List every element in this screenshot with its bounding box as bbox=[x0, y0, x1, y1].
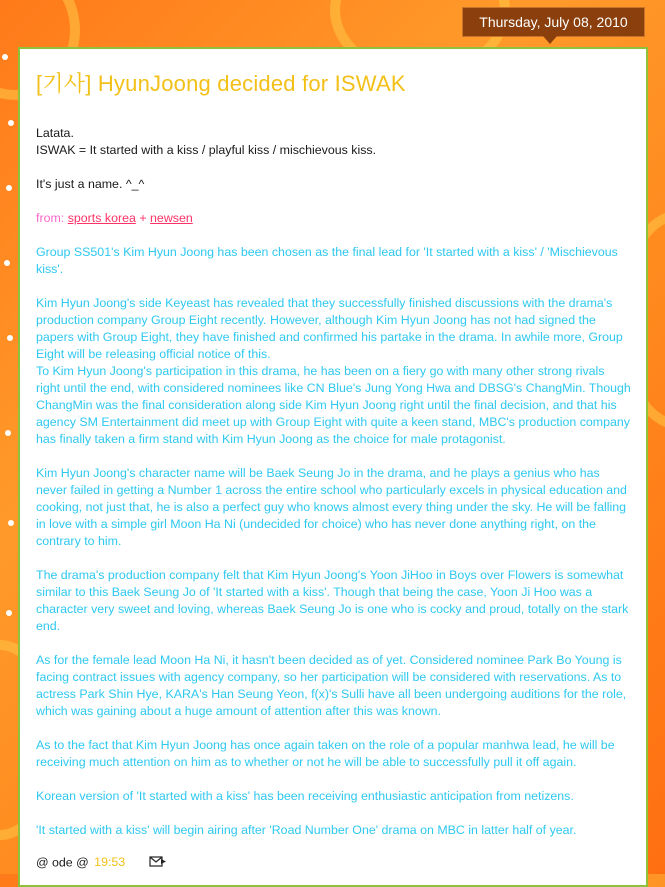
article-paragraph: As for the female lead Moon Ha Ni, it hasn't been decided as of yet. Considered nominee Park Bo Young is facing contract issues with agency company, so her participation will be considered with reservations. As to actress Park Shin Hye, KARA's Han Seung Yeon, f(x)'s Sulli have all been undergoing auditions for the role, which was gaining about a huge amount of attention after this was known. bbox=[36, 653, 627, 718]
source-line bbox=[36, 210, 631, 227]
post-author: @ ode @ bbox=[36, 855, 89, 870]
blog-post bbox=[18, 47, 648, 887]
post-title[interactable]: [기사] HyunJoong decided for ISWAK bbox=[36, 71, 406, 96]
background-dot bbox=[6, 185, 12, 191]
article-paragraph: Kim Hyun Joong's character name will be Baek Seung Jo in the drama, and he plays a genius who has never failed in getting a Number 1 across the entire school who particularly excels in physical education and cooking, not just that, he is also a perfect guy who knows almost every thing under the sky. He will be falling in love with a simple girl Moon Ha Ni (undecided for choice) who has never done anything right, on the contrary to him. bbox=[36, 466, 627, 548]
article-paragraph: Group SS501's Kim Hyun Joong has been chosen as the final lead for 'It started with a kiss' / 'Mischievous kiss'. bbox=[36, 245, 618, 276]
article-paragraph: The drama's production company felt that Kim Hyun Joong's Yoon JiHoo in Boys over Flowers is somewhat similar to this Baek Seung Jo of 'It started with a kiss'. Though that being the case, Yoon Ji Hoo was a character very sweet and loving, whereas Baek Seung Jo is one who is cocky and proud, totally on the stark end. bbox=[36, 568, 629, 633]
background-dot bbox=[5, 430, 11, 436]
post-timestamp-link[interactable]: 19:53 bbox=[94, 855, 126, 870]
article-paragraph: Korean version of 'It started with a kiss' has been receiving enthusiastic anticipation from netizens. bbox=[36, 789, 574, 803]
background-dot bbox=[4, 260, 10, 266]
article-paragraph: To Kim Hyun Joong's participation in this drama, he has been on a fiery go with many other strong rivals right until the end, with considered nominees like CN Blue's Jung Yong Hwa and DBSG's ChangMin. Though ChangMin was the final consideration along side Kim Hyun Joong right until the final decision, and that his agency SM Entertainment did meet up with Group Eight with quite a keen stand, MBC's production company has finally taken a firm stand with Kim Hyun Joong as the choice for male protagonist. bbox=[36, 364, 631, 446]
background-dot bbox=[8, 520, 14, 526]
intro-line: Latata. bbox=[36, 126, 74, 140]
post-footer bbox=[36, 855, 167, 871]
source-plus: + bbox=[139, 211, 147, 225]
date-header: Thursday, July 08, 2010 bbox=[462, 7, 645, 37]
background-dot bbox=[2, 54, 8, 60]
post-body bbox=[36, 125, 631, 839]
source-label: from: bbox=[36, 211, 65, 225]
background-dot bbox=[7, 335, 13, 341]
email-envelope-icon bbox=[149, 855, 167, 868]
article-paragraph: 'It started with a kiss' will begin airing after 'Road Number One' drama on MBC in latter half of year. bbox=[36, 823, 577, 837]
email-post-icon[interactable] bbox=[149, 855, 167, 871]
intro-line: It's just a name. ^_^ bbox=[36, 177, 145, 191]
source-link-sports-korea[interactable]: sports korea bbox=[67, 211, 136, 225]
source-link-newsen[interactable]: newsen bbox=[150, 211, 193, 225]
background-dot bbox=[6, 610, 12, 616]
intro-line: ISWAK = It started with a kiss / playful kiss / mischievous kiss. bbox=[36, 143, 377, 157]
article-paragraph: Kim Hyun Joong's side Keyeast has revealed that they successfully finished discussions with the drama's production company Group Eight recently. However, although Kim Hyun Joong has not had signed the papers with Group Eight, they have finished and confirmed his partake in the drama. In awhile more, Group Eight will be releasing official notice of this. bbox=[36, 296, 623, 361]
background-dot bbox=[8, 120, 14, 126]
article-paragraph: As to the fact that Kim Hyun Joong has once again taken on the role of a popular manhwa lead, he will be receiving much attention on him as to whether or not he will be able to successfully pull it off again. bbox=[36, 738, 615, 769]
date-header-arrow bbox=[543, 36, 557, 44]
